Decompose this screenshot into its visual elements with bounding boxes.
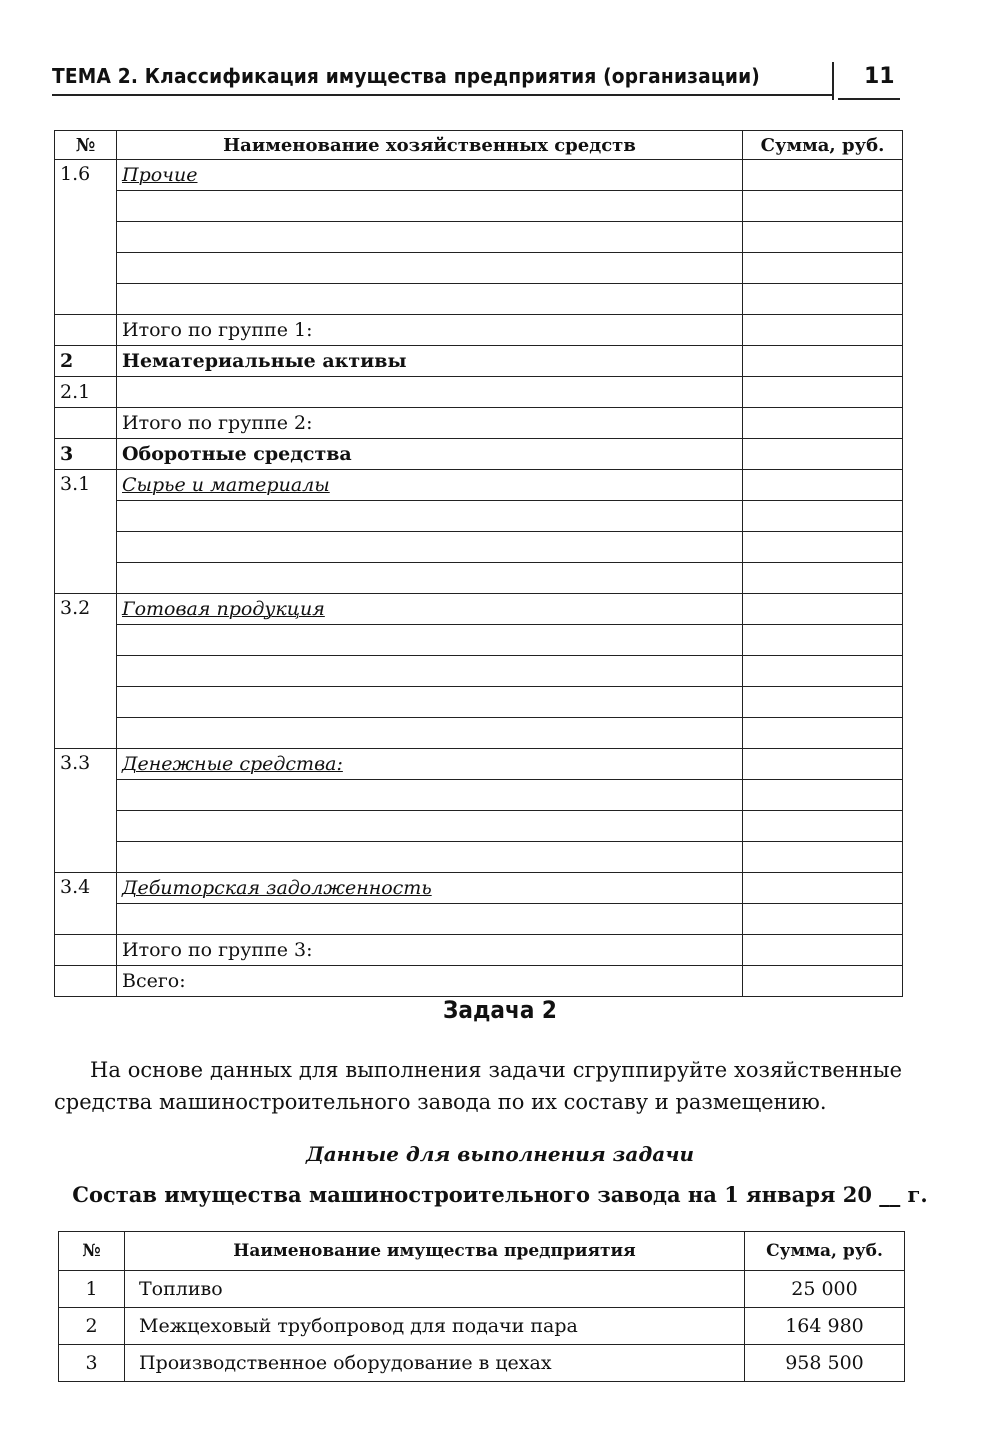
row-name-text: Сырье и материалы [122,474,330,496]
group-total-label: Итого по группе 1: [117,315,743,346]
table-row [55,191,903,222]
page-header [52,62,900,102]
sum-cell [743,749,903,780]
table-row [55,315,903,346]
row-number: 1 [59,1271,125,1308]
table-row [55,563,903,594]
page-number-rule [838,98,900,100]
sum-cell [743,873,903,904]
assets-classification-table [54,130,903,997]
blank-line [117,780,743,811]
sum-cell [743,687,903,718]
sum-cell [743,470,903,501]
table-row [55,532,903,563]
row-name [117,160,743,191]
col-header-sum: Сумма, руб. [743,131,903,160]
table-row [55,470,903,501]
blank-line [117,253,743,284]
row-name-text: Готовая продукция [122,598,325,620]
header-rule [52,94,832,96]
row-number: 1.6 [55,160,117,315]
col-header-sum: Сумма, руб. [745,1232,905,1271]
sum-cell [743,191,903,222]
col-header-name: Наименование хозяйственных средств [117,131,743,160]
row-number [55,315,117,346]
sum-cell [743,625,903,656]
row-number: 3 [55,439,117,470]
col-header-name: Наименование имущества предприятия [125,1232,745,1271]
row-number: 3.1 [55,470,117,594]
row-name [117,594,743,625]
sum-cell [743,284,903,315]
group-total-label: Итого по группе 3: [117,935,743,966]
row-number: 3.4 [55,873,117,935]
row-name-text: Денежные средства: [122,753,343,775]
table-row [55,718,903,749]
sum-cell [743,904,903,935]
property-table [58,1231,905,1382]
blank-line [117,904,743,935]
row-number [55,966,117,997]
table-row [55,222,903,253]
table-header-row [55,131,903,160]
blank-line [117,625,743,656]
sum-cell [743,842,903,873]
col-header-number: № [55,131,117,160]
table-row [59,1308,905,1345]
sum-cell [743,160,903,191]
row-number: 3 [59,1345,125,1382]
table-row [55,842,903,873]
sum-cell [743,718,903,749]
table-row [55,501,903,532]
row-number [55,408,117,439]
row-name-text: Дебиторская задолженность [122,877,432,899]
row-number: 2.1 [55,377,117,408]
table-title: Состав имущества машиностроительного завода на 1 января 20 __ г. [72,1182,928,1207]
blank-line [117,191,743,222]
table-row [55,904,903,935]
sum-cell [743,811,903,842]
table-row [55,873,903,904]
row-number: 2 [59,1308,125,1345]
table-row [59,1271,905,1308]
group-title: Оборотные средства [117,439,743,470]
table-row [59,1345,905,1382]
table-row [55,594,903,625]
sum-cell [743,532,903,563]
row-name: Межцеховый трубопровод для подачи пара [125,1308,745,1345]
table-row [55,377,903,408]
col-header-number: № [59,1232,125,1271]
sum-cell [743,935,903,966]
group-title: Нематериальные активы [117,346,743,377]
row-name [117,873,743,904]
blank-line [117,656,743,687]
table-row [55,687,903,718]
blank-line [117,842,743,873]
blank-line [117,377,743,408]
blank-line [117,687,743,718]
table-row [55,346,903,377]
sum-cell [743,966,903,997]
sum-cell [743,563,903,594]
sum-cell [743,346,903,377]
sum-cell [743,594,903,625]
sum-cell [743,315,903,346]
sum-cell [743,377,903,408]
blank-line [117,501,743,532]
row-number: 2 [55,346,117,377]
table-row [55,253,903,284]
row-sum: 25 000 [745,1271,905,1308]
blank-line [117,563,743,594]
row-number [55,935,117,966]
table-row [55,408,903,439]
sum-cell [743,439,903,470]
row-name-text: Прочие [122,164,198,186]
sum-cell [743,408,903,439]
table-row [55,749,903,780]
table-row [55,811,903,842]
table-row [55,935,903,966]
row-name: Производственное оборудование в цехах [125,1345,745,1382]
task-heading: Задача 2 [443,996,557,1024]
table-row [55,284,903,315]
row-name [117,749,743,780]
row-name: Топливо [125,1271,745,1308]
row-sum: 958 500 [745,1345,905,1382]
group-total-label: Итого по группе 2: [117,408,743,439]
blank-line [117,532,743,563]
sum-cell [743,656,903,687]
page-number: 11 [864,64,895,89]
table-row [55,439,903,470]
table-row [55,625,903,656]
data-heading: Данные для выполнения задачи [305,1142,695,1166]
table-row [55,780,903,811]
task-text: На основе данных для выполнения задачи сгруппируйте хозяйственные средства машиностроительного завода по их составу и размещению. [54,1058,902,1114]
table-row [55,966,903,997]
table-row [55,656,903,687]
row-number: 3.2 [55,594,117,749]
sum-cell [743,253,903,284]
blank-line [117,811,743,842]
sum-cell [743,222,903,253]
blank-line [117,718,743,749]
row-number: 3.3 [55,749,117,873]
blank-line [117,284,743,315]
blank-line [117,222,743,253]
row-name [117,470,743,501]
sum-cell [743,780,903,811]
grand-total-label: Всего: [117,966,743,997]
running-title: ТЕМА 2. Классификация имущества предприятия (организации) [52,64,761,88]
table-row [55,160,903,191]
header-divider [832,62,834,100]
row-sum: 164 980 [745,1308,905,1345]
table-header-row [59,1232,905,1271]
sum-cell [743,501,903,532]
